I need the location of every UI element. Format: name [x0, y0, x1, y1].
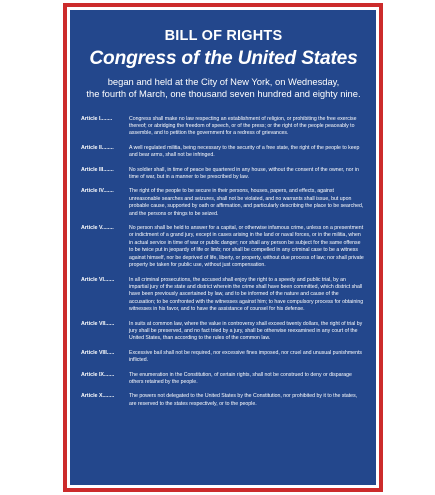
article-text: A well regulated militia, being necessary to the security of a free state, the right of the people to keep and bear arms, shall not be infringed.	[129, 144, 360, 159]
article-text: The right of the people to be secure in their persons, houses, papers, and effects, against unreasonable searches and seizures, shall not be violated, and no warrants shall issue, but upon probable cause, supported by oath or affirmation, and particularly describing the place to be searched, and the persons or things to be seized.	[129, 188, 364, 217]
article-label: Article I........	[81, 115, 113, 122]
article-text: The powers not delegated to the United States by the Constitution, nor prohibited by it to the states, are reserved to the states respectively, or to the people.	[129, 393, 358, 407]
preamble	[81, 76, 366, 101]
article-text: Excessive bail shall not be required, nor excessive fines imposed, nor cruel and unusual punishments inflicted.	[129, 349, 362, 364]
poster-frame	[63, 3, 383, 492]
article-text: In all criminal prosecutions, the accused shall enjoy the right to a speedy and public trial, by an impartial jury of the state and district wherein the crime shall have been committed, which district shall have been previously ascertained by law, and to be informed of the nature and cause of the accusation; to be confronted with the witnesses against him; to have compulsory process for obtaining witnesses in his favor, and to have the assistance of counsel for his defense.	[129, 276, 364, 313]
preamble-line-2: the fourth of March, one thousand seven hundred and eighty nine.	[86, 88, 361, 100]
document-subtitle: Congress of the United States	[89, 48, 358, 69]
article-label: Article VIII.....	[81, 349, 115, 356]
article-5	[81, 225, 366, 269]
article-label: Article III.......	[81, 166, 114, 173]
article-text: Congress shall make no law respecting an establishment of religion, or prohibiting the free exercise thereof; or abridging the freedom of speech, or of the press; or the right of the people peaceably to assemble, and to petition the government for a redress of grievances.	[129, 115, 357, 137]
poster-panel	[70, 10, 376, 485]
article-6	[81, 277, 366, 314]
article-label: Article VII......	[81, 320, 115, 327]
article-label: Article IX.......	[81, 371, 115, 378]
article-4	[81, 188, 366, 218]
article-text: No soldier shall, in time of peace be quartered in any house, without the consent of the owner, nor in time of war, but in a manner to be prescribed by law.	[129, 166, 359, 181]
article-7	[81, 321, 366, 343]
article-10	[81, 393, 366, 408]
article-label: Article V........	[81, 225, 114, 232]
article-label: Article IV.......	[81, 188, 114, 195]
article-text: In suits at common law, where the value in controversy shall exceed twenty dollars, the right of trial by jury shall be preserved, and no fact tried by a jury, shall be otherwise reexamined in any court of the United States, than according to the rules of the common law.	[129, 320, 363, 342]
articles-list	[81, 116, 366, 409]
document-title: BILL OF RIGHTS	[164, 28, 283, 44]
article-text: The enumeration in the Constitution, of certain rights, shall not be construed to deny or disparage others retained by the people.	[129, 371, 352, 385]
article-3	[81, 167, 366, 182]
article-2	[81, 145, 366, 160]
article-label: Article VI.......	[81, 276, 115, 283]
article-label: Article X........	[81, 393, 115, 400]
preamble-line-1: began and held at the City of New York, on Wednesday,	[107, 76, 340, 87]
article-text: No person shall be held to answer for a capital, or otherwise infamous crime, unless on a presentment or indictment of a grand jury, except in cases arising in the land or naval forces, or in the militia, when in actual service in time of war or public danger; nor shall any person be subject for the same offense to be twice put in jeopardy of life or limb; nor shall be compelled in any criminal case to be a witness against himself, nor be deprived of life, liberty, or property, without due process of law; nor shall private property be taken for public use, without just compensation.	[129, 225, 364, 269]
article-9	[81, 372, 366, 387]
article-8	[81, 350, 366, 365]
article-label: Article II........	[81, 144, 114, 151]
article-1	[81, 116, 366, 138]
